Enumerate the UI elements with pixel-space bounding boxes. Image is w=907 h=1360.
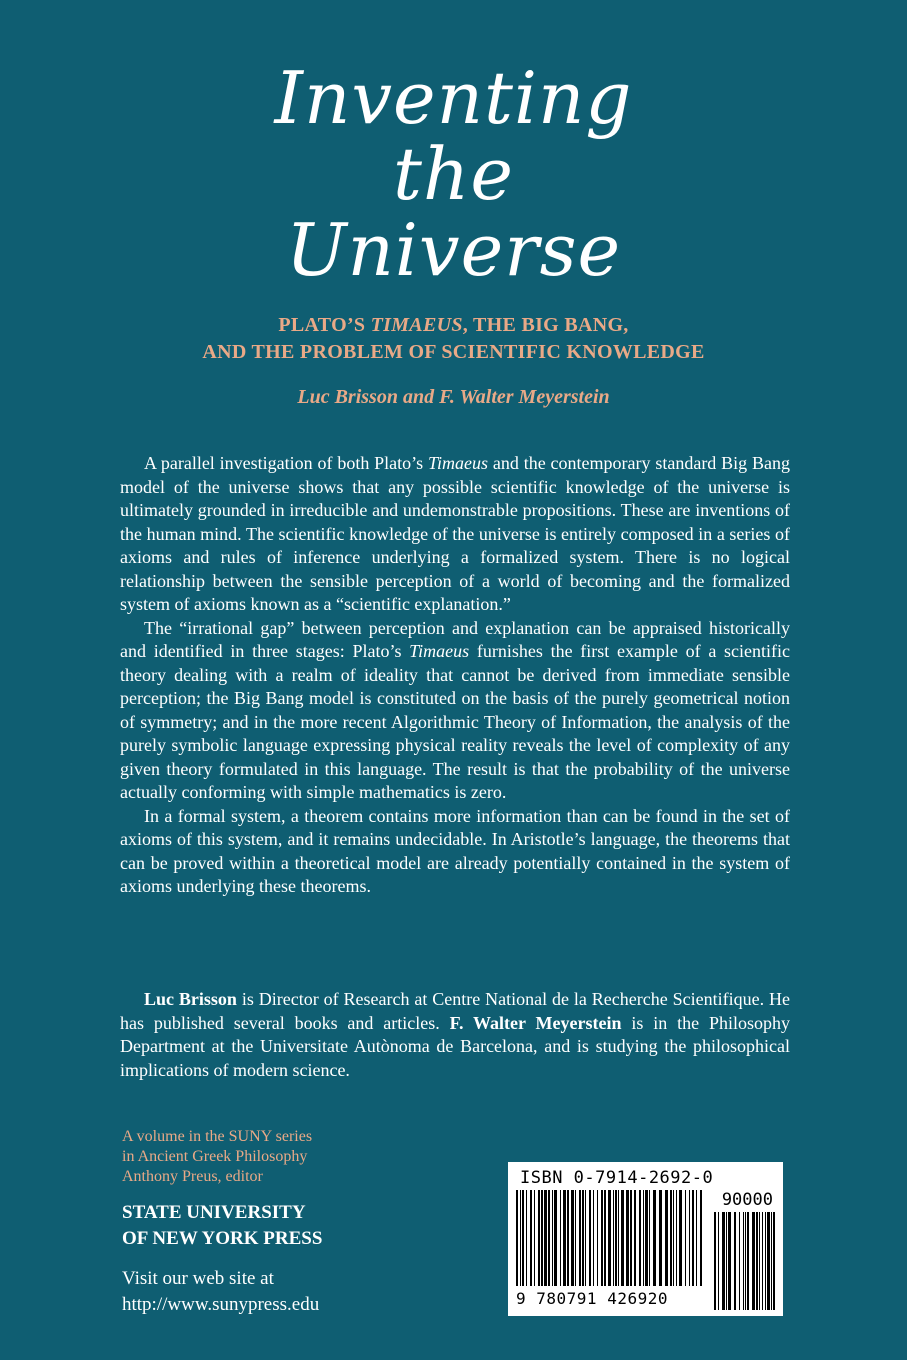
barcode-addon-bar: [743, 1212, 744, 1310]
barcode-bar: [679, 1190, 682, 1286]
publisher-line-2: OF NEW YORK PRESS: [122, 1228, 323, 1249]
book-title: [0, 56, 907, 292]
barcode-addon-bar: [718, 1212, 719, 1310]
barcode-bar: [516, 1190, 518, 1286]
series-line-3: Anthony Preus, editor: [122, 1168, 263, 1185]
isbn-label: ISBN 0-7914-2692-0: [520, 1168, 714, 1188]
description-paragraph-1: [120, 452, 790, 617]
barcode-bar: [643, 1190, 644, 1286]
p2-italic: Timaeus: [409, 641, 470, 661]
barcode-bar: [685, 1190, 686, 1286]
barcode-addon-bar: [759, 1212, 760, 1310]
barcode-bar: [676, 1190, 677, 1286]
bio-name-1: Luc Brisson: [144, 989, 237, 1009]
series-line-2: in Ancient Greek Philosophy: [122, 1148, 308, 1165]
description-paragraph-2: [120, 617, 790, 805]
barcode-addon-bar: [771, 1212, 772, 1310]
barcode-bar: [575, 1190, 576, 1286]
barcode-bar: [653, 1190, 656, 1286]
barcode-bar: [520, 1190, 521, 1286]
barcode-bar: [560, 1190, 561, 1286]
barcode-addon-bar: [728, 1212, 731, 1310]
barcode-bar: [692, 1190, 694, 1286]
description-paragraph-3: In a formal system, a theorem contains more information than can be found in the set of axioms of this system, and it remains undecidable. In Aristotle’s language, the theorems that can be proved within a theoretical model are already potentially contained in the system of axioms underlying these theorems.: [120, 805, 790, 896]
barcode-addon-bar: [747, 1212, 749, 1310]
book-subtitle: [0, 312, 907, 366]
price-code: 90000: [721, 1190, 773, 1210]
barcode-bar: [589, 1190, 591, 1286]
p1-text-a: A parallel investigation of both Plato’s: [144, 453, 429, 473]
barcode-bar: [621, 1190, 624, 1286]
p1-italic: Timaeus: [428, 453, 489, 473]
barcode-addon-bar: [722, 1212, 725, 1310]
barcode-addon-bar: [762, 1212, 763, 1310]
barcode-bar: [582, 1190, 584, 1286]
p1-text-b: and the contemporary standard Big Bang model of the universe shows that any possible scientific knowledge of the universe is ultimately grounded in irreducible and undemonstrable propositions. These are inventions of the human mind. The scientific knowledge of the universe is entirely composed in a series of axioms and rules of inference underlying a formalized system. There is no logical relationship between the sensible perception of a world of becoming and the formalized system of axioms known as a “scientific explanation.”: [120, 453, 790, 614]
barcode-bar: [585, 1190, 586, 1286]
p2-text-a: The “irrational gap” between perception and explanation can be appraised historically and identified in three stages: Plato’s: [120, 617, 790, 661]
barcode-bar: [548, 1190, 550, 1286]
series-note: [122, 1127, 422, 1187]
barcode-bar: [689, 1190, 690, 1286]
description: [120, 452, 790, 899]
bio-name-2: F. Walter Meyerstein: [449, 1012, 622, 1033]
website-note: [122, 1266, 442, 1318]
barcode-addon-bar: [756, 1212, 758, 1310]
website-line-1: Visit our web site at: [122, 1268, 274, 1289]
barcode-bar: [552, 1190, 553, 1286]
barcode-addon-bar: [752, 1212, 755, 1310]
barcode-bar: [597, 1190, 598, 1286]
authors: Luc Brisson and F. Walter Meyerstein: [297, 386, 610, 408]
title-line-1: Inventing: [274, 56, 633, 140]
barcode-digits: 9 780791 426920: [516, 1289, 668, 1308]
subtitle-pre: PLATO’S: [278, 314, 371, 336]
author-bio: [120, 988, 790, 1082]
barcode-addon-bar: [745, 1212, 746, 1310]
barcode-addon-bar: [739, 1212, 740, 1310]
subtitle-italic: TIMAEUS: [370, 314, 463, 336]
barcode-addon-bar: [773, 1212, 775, 1310]
barcode-bar: [613, 1190, 614, 1286]
barcode-bar: [601, 1190, 603, 1286]
barcode-bar: [544, 1190, 547, 1286]
publisher-line-1: STATE UNIVERSITY: [122, 1202, 306, 1223]
barcode-bar: [645, 1190, 648, 1286]
barcode-bar: [554, 1190, 557, 1286]
barcode-bar: [618, 1190, 619, 1286]
barcode-bar: [665, 1190, 668, 1286]
title-line-3: Universe: [285, 208, 622, 292]
barcode-bar: [626, 1190, 629, 1286]
barcode-bar: [567, 1190, 569, 1286]
barcode-bar: [634, 1190, 636, 1286]
barcode-bar: [534, 1190, 535, 1286]
barcode-bar: [579, 1190, 581, 1286]
subtitle-line-1: [0, 312, 907, 339]
barcode-bar: [639, 1190, 641, 1286]
barcode-bar: [541, 1190, 543, 1286]
barcode-bar: [700, 1190, 702, 1286]
barcode-bar: [696, 1190, 697, 1286]
barcode-bar: [526, 1190, 527, 1286]
website-url: http://www.sunypress.edu: [122, 1294, 320, 1315]
barcode-bar: [608, 1190, 611, 1286]
barcode-bar: [673, 1190, 674, 1286]
barcode-bar: [530, 1190, 532, 1286]
bio-text-1: is Director of Research at Centre National de la Recherche Scientifique. He has published several books and articles.: [120, 989, 790, 1033]
subtitle-line-2: AND THE PROBLEM OF SCIENTIFIC KNOWLEDGE: [202, 341, 705, 363]
barcode-bar: [522, 1190, 524, 1286]
title-line-2: the: [393, 132, 514, 216]
barcode-bar: [538, 1190, 540, 1286]
barcode-addon-bar: [734, 1212, 736, 1310]
barcode-bar: [615, 1190, 617, 1286]
barcode-bar: [659, 1190, 662, 1286]
barcode-addon-bar: [767, 1212, 770, 1310]
p2-text-b: furnishes the first example of a scientific theory dealing with a realm of ideality that cannot be derived from immediate sensible perception; the Big Bang model is constituted on the basis of the purely geometrical notion of symmetry; and in the more recent Algorithmic Theory of Information, the analysis of the purely symbolic language expressing physical reality reveals the level of complexity of any given theory formulated in this language. The result is that the probability of the universe actually conforming with simple mathematics is zero.: [120, 641, 790, 802]
barcode-bar: [563, 1190, 566, 1286]
barcode: [508, 1162, 783, 1316]
barcode-addon-bar: [714, 1212, 716, 1310]
barcode-bar: [649, 1190, 650, 1286]
publisher: [122, 1200, 442, 1252]
barcode-bar: [571, 1190, 574, 1286]
barcode-bar: [604, 1190, 606, 1286]
barcode-bar: [630, 1190, 632, 1286]
barcode-bar: [593, 1190, 594, 1286]
series-line-1: A volume in the SUNY series: [122, 1128, 313, 1145]
subtitle-post: , THE BIG BANG,: [462, 314, 629, 336]
bio-text-2: is in the Philosophy Department at the Universitate Autònoma de Barcelona, and is studying the philosophical implications of modern science.: [120, 1012, 791, 1080]
barcode-bar: [670, 1190, 672, 1286]
barcode-addon-bar: [765, 1212, 766, 1310]
barcode-addon-bar: [726, 1212, 727, 1310]
